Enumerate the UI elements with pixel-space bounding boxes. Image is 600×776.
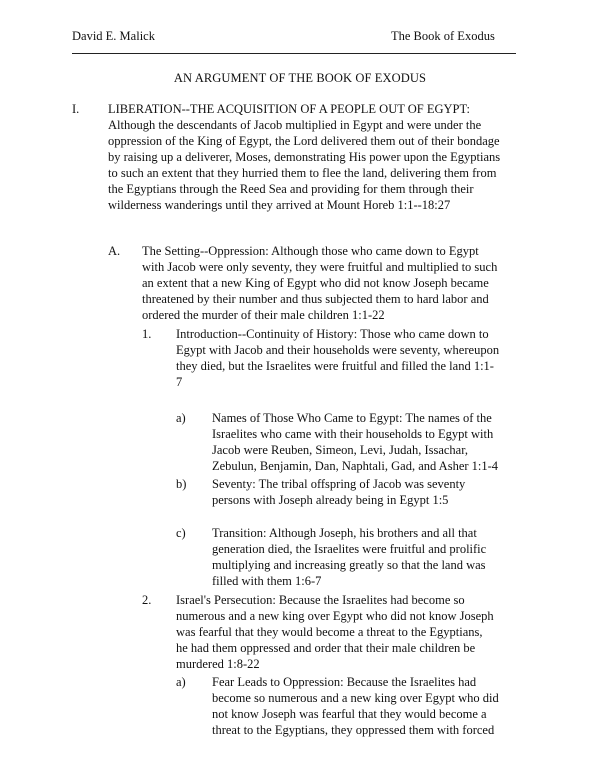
text-line: Although the descendants of Jacob multiplied in Egypt and were under the <box>108 118 482 132</box>
outline-marker: a) <box>176 411 186 425</box>
text-line: Introduction--Continuity of History: Those who came down to <box>176 327 489 341</box>
outline-marker: 2. <box>142 593 152 607</box>
header-divider <box>72 53 516 54</box>
text-line: Jacob were Reuben, Simeon, Levi, Judah, Issachar, <box>212 443 469 457</box>
text-line: Israel's Persecution: Because the Israelites had become so <box>176 593 465 607</box>
text-line: was fearful that they would become a threat to the Egyptians, <box>176 625 483 639</box>
text-line: with Jacob were only seventy, they were fruitful and multiplied to such <box>142 260 498 274</box>
text-line: The Setting--Oppression: Although those who came down to Egypt <box>142 244 479 258</box>
text-line: Zebulun, Benjamin, Dan, Naphtali, Gad, and Asher 1:1-4 <box>212 459 499 473</box>
text-line: LIBERATION--THE ACQUISITION OF A PEOPLE OUT OF EGYPT: <box>108 102 470 116</box>
text-line: persons with Joseph already being in Egypt 1:5 <box>212 493 449 507</box>
outline-text <box>176 326 532 390</box>
text-line: become so numerous and a new king over Egypt who did <box>212 691 499 705</box>
text-line: filled with them 1:6-7 <box>212 574 322 588</box>
header-book-title: The Book of Exodus <box>391 29 495 43</box>
text-line: numerous and a new king over Egypt who did not know Joseph <box>176 609 494 623</box>
header-author: David E. Malick <box>72 29 155 43</box>
text-line: 7 <box>176 375 183 389</box>
text-line: Transition: Although Joseph, his brothers and all that <box>212 526 477 540</box>
text-line: Fear Leads to Oppression: Because the Israelites had <box>212 675 477 689</box>
text-line: they died, but the Israelites were fruitful and filled the land 1:1- <box>176 359 494 373</box>
text-line: Seventy: The tribal offspring of Jacob was seventy <box>212 477 466 491</box>
text-line: ordered the murder of their male children 1:1-22 <box>142 308 385 322</box>
outline-marker: A. <box>108 244 121 258</box>
document-title: AN ARGUMENT OF THE BOOK OF EXODUS <box>173 71 427 85</box>
text-line: not know Joseph was fearful that they would become a <box>212 707 487 721</box>
outline-text <box>142 243 532 323</box>
text-line: generation died, the Israelites were fruitful and prolific <box>212 542 487 556</box>
text-line: murdered 1:8-22 <box>176 657 260 671</box>
outline-marker: a) <box>176 675 186 689</box>
outline-text <box>212 410 532 474</box>
text-line: multiplying and increasing greatly so that the land was <box>212 558 486 572</box>
text-line: Egypt with Jacob and their households were seventy, whereupon <box>176 343 500 357</box>
outline-text <box>212 525 532 589</box>
outline-marker: b) <box>176 477 187 491</box>
outline-marker: c) <box>176 526 186 540</box>
outline-marker: 1. <box>142 327 152 341</box>
outline-text <box>212 674 532 738</box>
text-line: to such an extent that they hurried them to flee the land, delivering them from <box>108 166 497 180</box>
text-line: Israelites who came with their households to Egypt with <box>212 427 494 441</box>
outline-text <box>212 476 532 508</box>
text-line: the Egyptians through the Reed Sea and providing for them through their <box>108 182 474 196</box>
text-line: threatened by their number and thus subjected them to hard labor and <box>142 292 489 306</box>
text-line: by raising up a deliverer, Moses, demonstrating His power upon the Egyptians <box>108 150 501 164</box>
text-line: Names of Those Who Came to Egypt: The names of the <box>212 411 492 425</box>
text-line: threat to the Egyptians, they oppressed them with forced <box>212 723 495 737</box>
outline-marker: I. <box>72 102 80 116</box>
outline-text <box>176 592 532 672</box>
text-line: oppression of the King of Egypt, the Lord delivered them out of their bondage <box>108 134 500 148</box>
text-line: he had them oppressed and order that their male children be <box>176 641 476 655</box>
text-line: an extent that a new King of Egypt who did not know Joseph became <box>142 276 489 290</box>
outline-text <box>108 101 532 213</box>
text-line: wilderness wanderings until they arrived at Mount Horeb 1:1--18:27 <box>108 198 451 212</box>
